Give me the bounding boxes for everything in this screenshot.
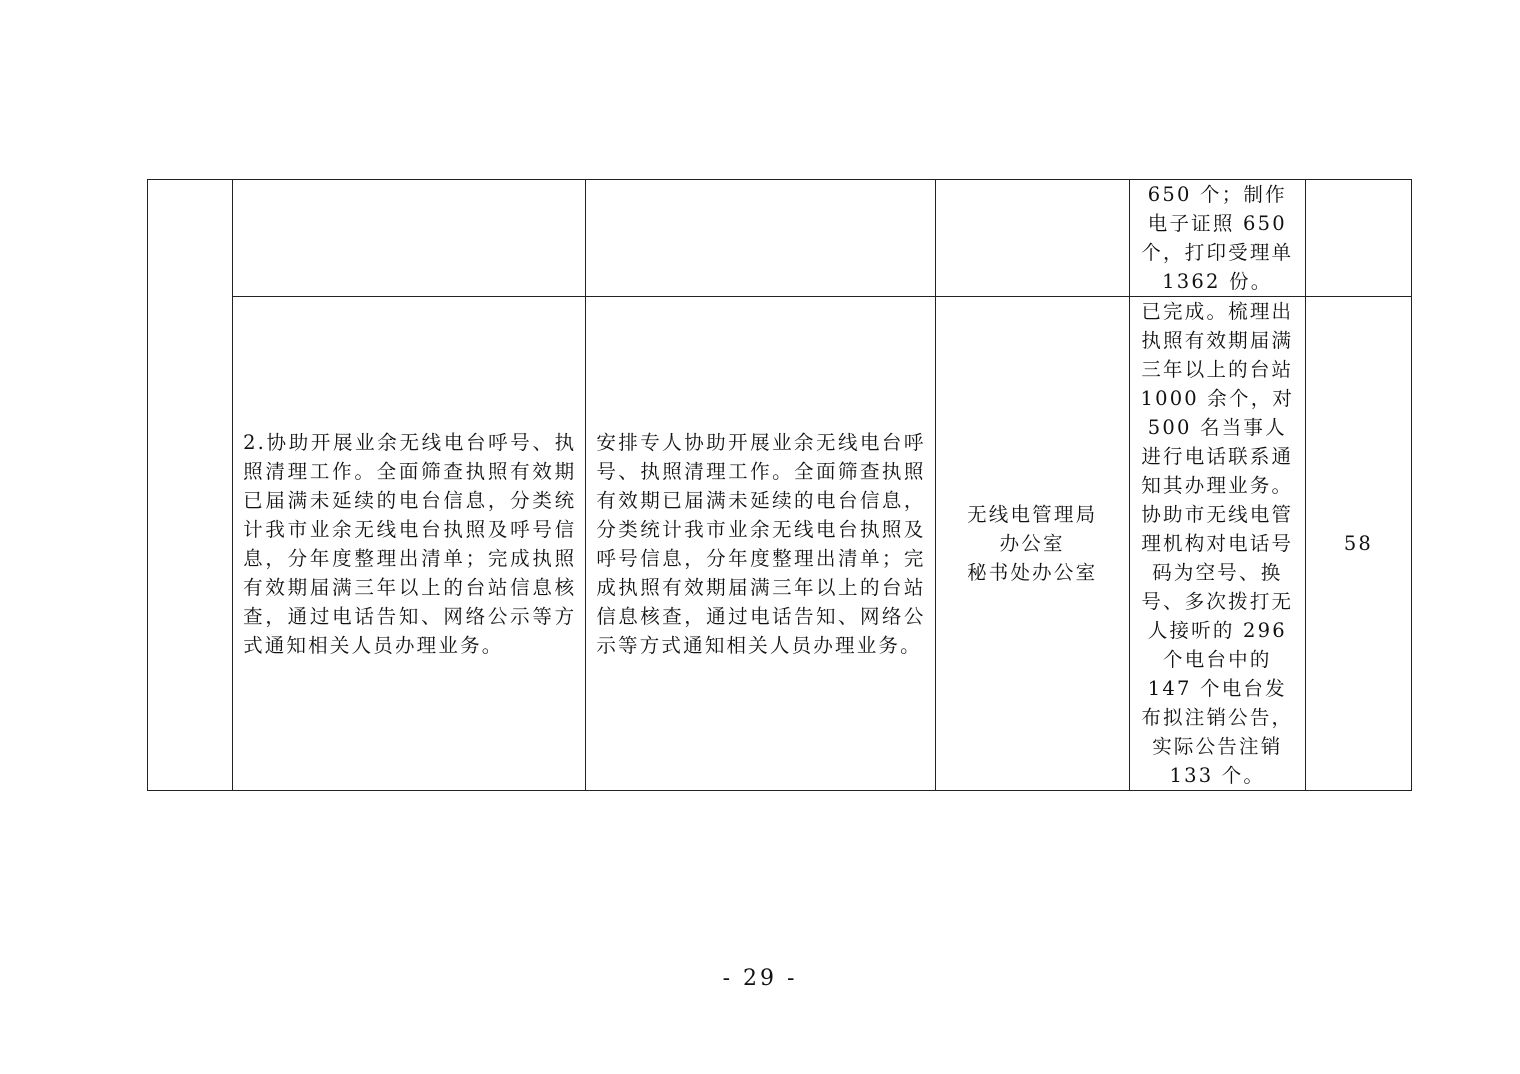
table-row bbox=[148, 180, 1412, 297]
department-name: 秘书处办公室 bbox=[967, 561, 1098, 584]
task-text: 2.协助开展业余无线电台呼号、执照清理工作。全面筛查执照有效期已届满未延续的电台信息，分类统计我市业余无线电台执照及呼号信息，分年度整理出清单；完成执照有效期届满三年以上的台站信息核查，通过电话告知、网络公示等方式通知相关人员办理业务。 bbox=[243, 430, 577, 657]
measure-cell bbox=[586, 297, 935, 791]
number-cell bbox=[1305, 297, 1411, 791]
number-cell bbox=[1305, 180, 1411, 297]
department-cell bbox=[935, 180, 1129, 297]
department-name: 办公室 bbox=[999, 532, 1065, 555]
work-table bbox=[147, 179, 1412, 791]
status-text: 650 个；制作电子证照 650 个，打印受理单 1362 份。 bbox=[1141, 183, 1294, 293]
department-name: 无线电管理局 bbox=[967, 503, 1098, 526]
measure-cell bbox=[586, 180, 935, 297]
table-row bbox=[148, 297, 1412, 791]
status-text: 已完成。梳理出执照有效期届满三年以上的台站 1000 余个，对 500 名当事人进行电话联系通知其办理业务。协助市无线电管理机构对电话号码为空号、换号、多次拨打无人接听的 296 个电台中的 147 个电台发布拟注销公告，实际公告注销 133 个。 bbox=[1140, 300, 1295, 787]
row-number: 58 bbox=[1343, 532, 1374, 555]
department-list bbox=[936, 500, 1129, 587]
task-cell bbox=[233, 180, 586, 297]
department-cell bbox=[935, 297, 1129, 791]
status-cell bbox=[1129, 297, 1305, 791]
measure-text: 安排专人协助开展业余无线电台呼号、执照清理工作。全面筛查执照有效期已届满未延续的电台信息，分类统计我市业余无线电台执照及呼号信息，分年度整理出清单；完成执照有效期届满三年以上的台站信息核查，通过电话告知、网络公示等方式通知相关人员办理业务。 bbox=[596, 430, 926, 657]
page-number: - 29 - bbox=[722, 966, 798, 991]
task-cell bbox=[233, 297, 586, 791]
status-cell bbox=[1129, 180, 1305, 297]
category-cell bbox=[148, 180, 233, 791]
